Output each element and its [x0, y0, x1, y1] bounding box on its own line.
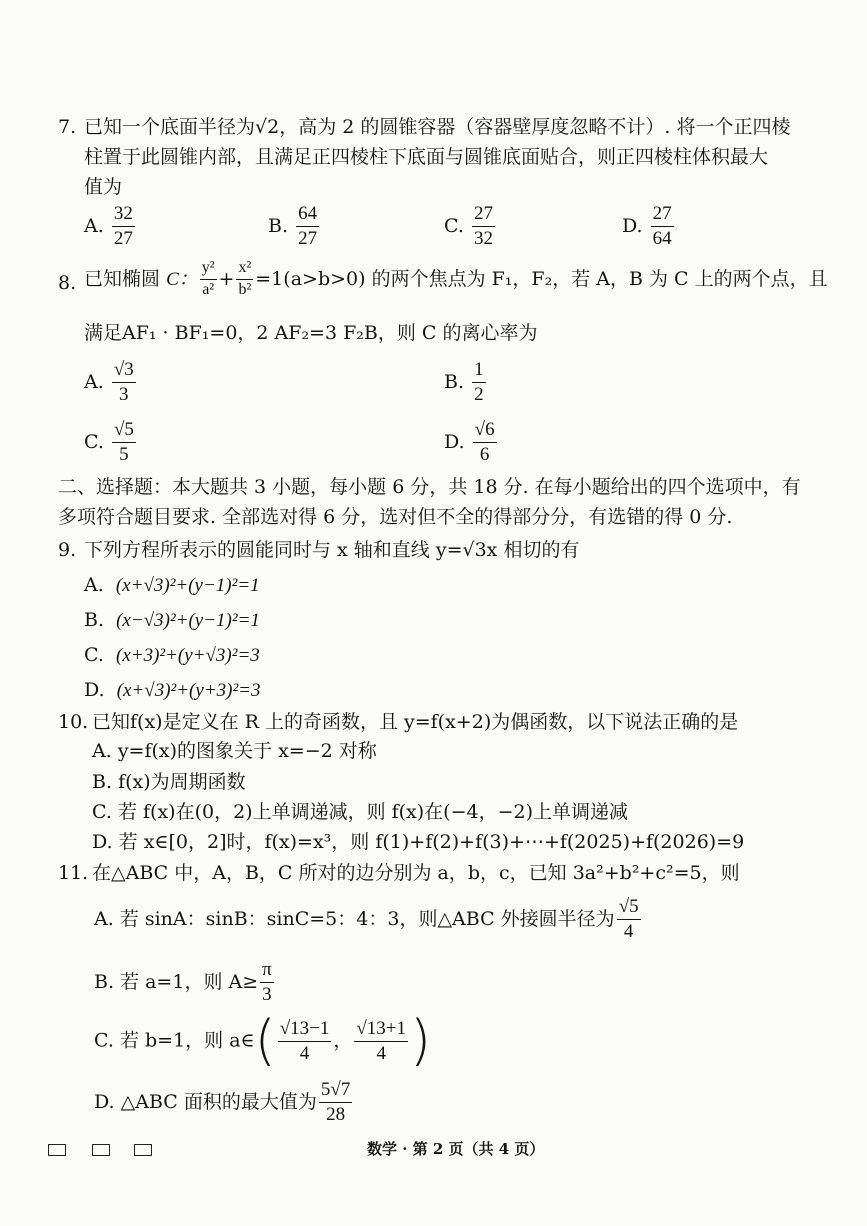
q8-text-line1: 已知椭圆 C： $\frac{\text{y²}}{\text{a²}}$ + $\frac{\text{x²}}{\text{b²}}$ =1(a>b>0) 的两个焦点为 F₁，F₂，若 A，B 为 C 上的两个点，且: [84, 259, 828, 298]
q8-option-a: A. $\frac{√3}{3}$: [84, 359, 134, 405]
q9-option-c: C. (x+3)²+(y+√3)²=3: [84, 644, 260, 666]
q11-option-a: A. 若 sinA：sinB：sinC=5：4：3，则△ABC 外接圆半径为 $\frac{√5}{4}$: [94, 896, 639, 942]
q9-option-a: A. (x+√3)²+(y−1)²=1: [84, 574, 260, 596]
q8-text-line2: 满足AF₁ · BF₁=0，2 AF₂=3 F₂B，则 C 的离心率为: [84, 322, 538, 344]
q7-text-line1: 已知一个底面半径为√2，高为 2 的圆锥容器（容器壁厚度忽略不计）. 将一个正四棱: [84, 116, 791, 138]
q10-text: 已知f(x)是定义在 R 上的奇函数，且 y=f(x+2)为偶函数，以下说法正确的是: [92, 711, 739, 733]
q8-option-d: D. $\frac{√6}{6}$: [444, 419, 495, 465]
q11-number: 11.: [58, 862, 89, 884]
q10-option-d: D. 若 x∈[0，2]时，f(x)=x³，则 f(1)+f(2)+f(3)+⋯+f(2025)+f(2026)=9: [92, 831, 745, 853]
q10-option-a: A. y=f(x)的图象关于 x=−2 对称: [92, 740, 377, 762]
q7-option-a: A. $\frac{32}{27}$: [84, 203, 133, 249]
q9-number: 9.: [58, 539, 77, 561]
q8-option-b: B. $\frac{1}{2}$: [444, 359, 484, 405]
q7-option-c: C. $\frac{27}{32}$: [444, 203, 493, 249]
footer-box-2: [92, 1144, 110, 1156]
q11-option-c: C. 若 b=1，则 a∈( $\frac{√13-1}{4}$ ， $\frac{√13+1}{4}$ ): [94, 1009, 432, 1072]
q7-option-b: B. $\frac{64}{27}$: [268, 203, 318, 249]
q9-option-b: B. (x−√3)²+(y−1)²=1: [84, 609, 260, 631]
q7-number: 7.: [58, 116, 77, 138]
footer-box-3: [134, 1144, 152, 1156]
q7-text-line2: 柱置于此圆锥内部，且满足正四棱柱下底面与圆锥底面贴合，则正四棱柱体积最大: [84, 146, 769, 168]
q7-text-line3: 值为: [84, 176, 123, 198]
q8-option-c: C. $\frac{√5}{5}$: [84, 419, 134, 465]
q9-text: 下列方程所表示的圆能同时与 x 轴和直线 y=√3x 相切的有: [84, 539, 580, 561]
footer-box-1: [48, 1144, 66, 1156]
section2-line2: 多项符合题目要求. 全部选对得 6 分，选对但不全的得部分分，有选错的得 0 分.: [58, 506, 733, 528]
q8-number: 8.: [58, 272, 77, 294]
q10-option-c: C. 若 f(x)在(0，2)上单调递减，则 f(x)在(−4，−2)上单调递减: [92, 801, 629, 823]
section2-line1: 二、选择题：本大题共 3 小题，每小题 6 分，共 18 分. 在每小题给出的四个选项中，有: [58, 476, 801, 498]
page-footer: 数学 · 第 2 页（共 4 页）: [367, 1140, 545, 1158]
q11-option-d: D. △ABC 面积的最大值为 $\frac{5√7}{28}$: [94, 1079, 351, 1125]
q7-option-d: D. $\frac{27}{64}$: [622, 203, 672, 249]
q11-text: 在△ABC 中，A，B，C 所对的边分别为 a，b，c，已知 3a²+b²+c²=5，则: [92, 862, 740, 884]
q10-number: 10.: [58, 711, 89, 733]
q9-option-d: D. (x+√3)²+(y+3)²=3: [84, 679, 261, 701]
q10-option-b: B. f(x)为周期函数: [92, 771, 246, 793]
q11-option-b: B. 若 a=1，则 A≥ $\frac{\pi}{3}$: [94, 959, 272, 1005]
